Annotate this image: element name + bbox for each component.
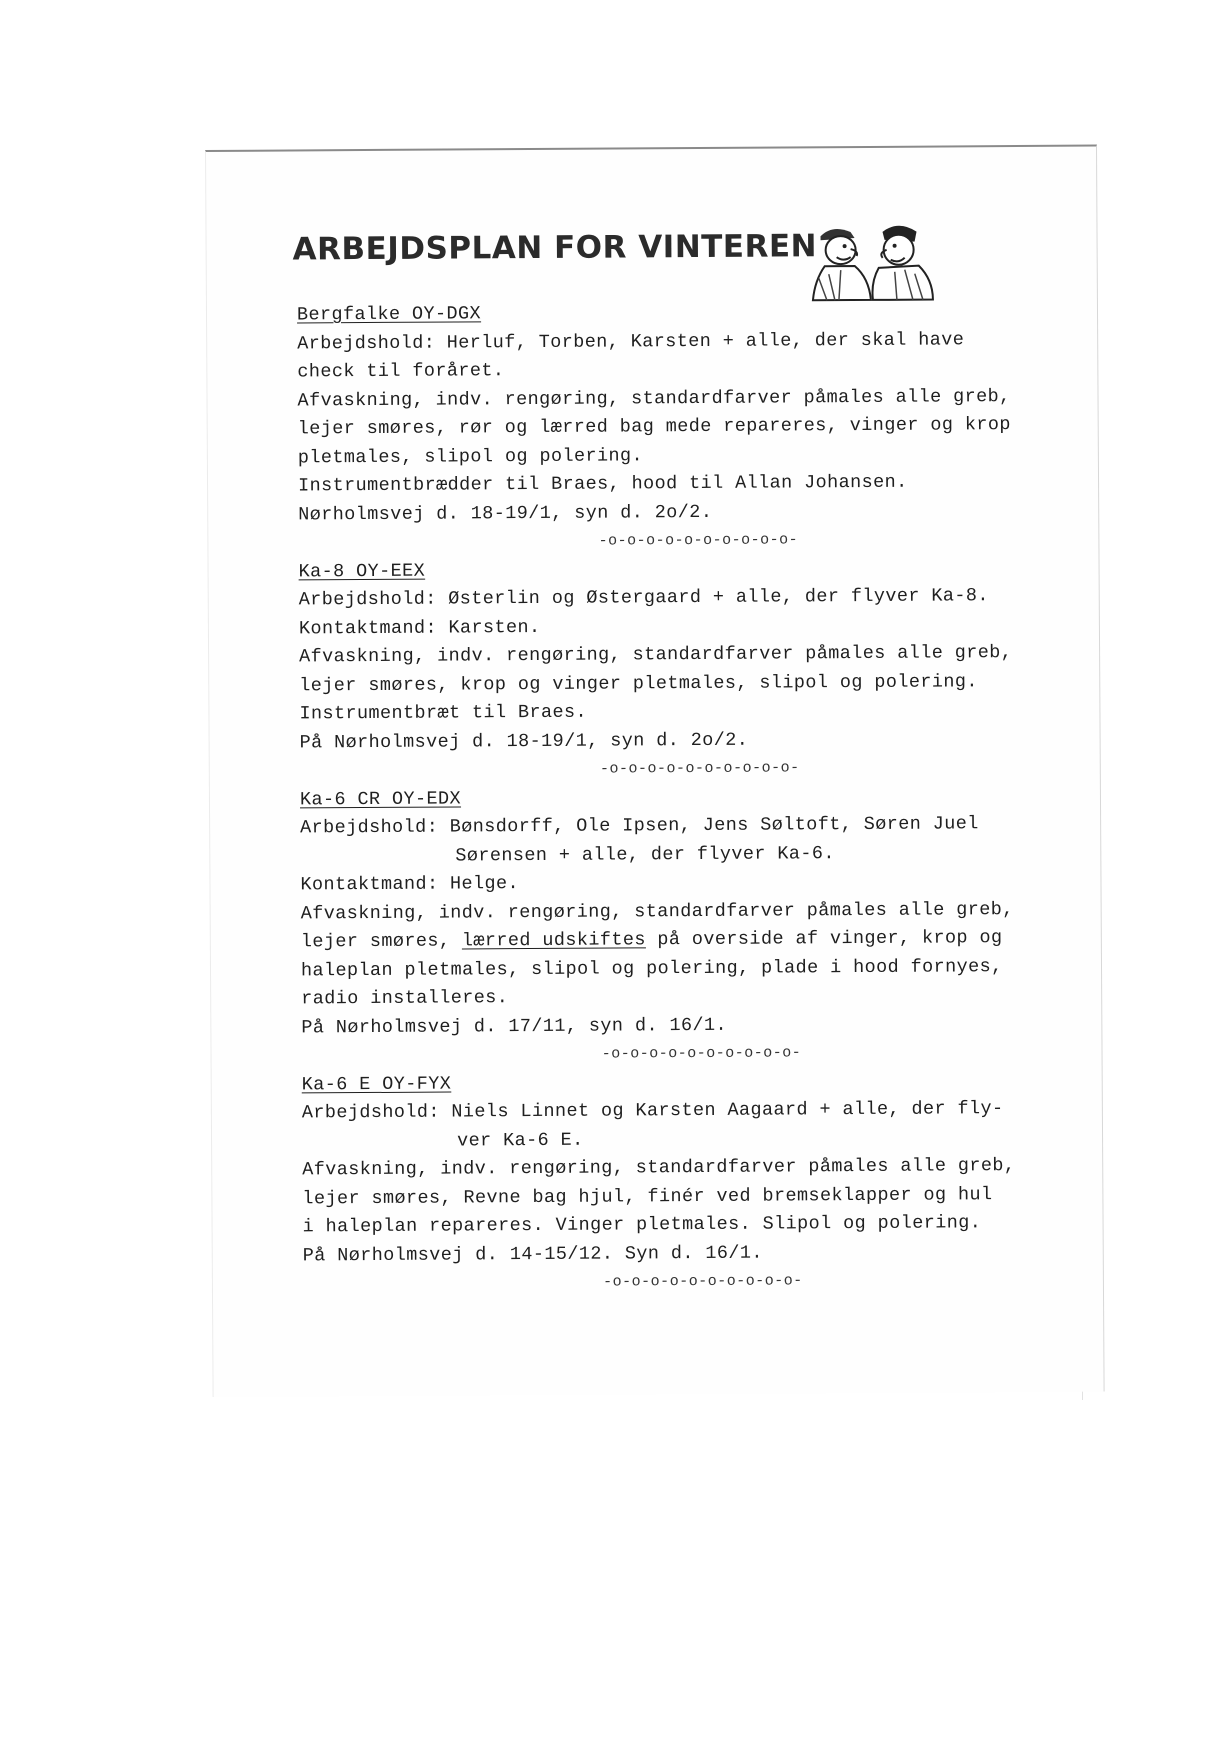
- section-title: Ka-6 CR OY-EDX: [299, 787, 462, 810]
- text-line: På Nørholmsvej d. 18-19/1, syn d. 2o/2.: [299, 729, 749, 753]
- text-line: radio installeres.: [301, 987, 509, 1010]
- page-heading: ARBEJDSPLAN FOR VINTEREN: [292, 228, 818, 268]
- two-men-talking-cartoon-icon: [806, 218, 937, 304]
- text-fragment: på overside af vinger, krop og: [645, 927, 1003, 951]
- section-ka8: [298, 553, 1059, 786]
- section-title: Bergfalke OY-DGX: [296, 303, 482, 326]
- document-page: [205, 145, 1105, 1397]
- text-line: Arbejdshold: Bønsdorff, Ole Ipsen, Jens Søltoft, Søren Juel: [300, 813, 979, 839]
- text-line: lejer smøres, rør og lærred bag mede repareres, vinger og krop: [297, 414, 1011, 440]
- section-ka6-e: [302, 1066, 1063, 1299]
- underlined-text: lærred udskiftes: [461, 929, 646, 952]
- text-line: Instrumentbræt til Braes.: [299, 701, 588, 725]
- section-title: Ka-6 E OY-FYX: [301, 1073, 452, 1095]
- text-line: ver Ka-6 E.: [456, 1129, 584, 1151]
- text-line: pletmales, slipol og polering.: [297, 444, 643, 468]
- text-line: Instrumentbrædder til Braes, hood til Allan Johansen.: [297, 471, 908, 497]
- text-line: På Nørholmsvej d. 17/11, syn d. 16/1.: [301, 1014, 727, 1038]
- section-title: Ka-8 OY-EEX: [298, 560, 426, 582]
- section-separator: -o-o-o-o-o-o-o-o-o-o-: [599, 759, 800, 778]
- text-line: [301, 924, 1061, 957]
- section-bergfalke: [297, 297, 1059, 558]
- section-separator: -o-o-o-o-o-o-o-o-o-o-: [601, 1044, 802, 1063]
- text-line: Kontaktmand: Helge.: [300, 873, 520, 896]
- text-line: Arbejdshold: Herluf, Torben, Karsten + alle, der skal have: [297, 328, 965, 354]
- text-line: Afvaskning, indv. rengøring, standardfarver påmales alle greb,: [297, 385, 1011, 411]
- text-line: Arbejdshold: Niels Linnet og Karsten Aagaard + alle, der fly-: [301, 1098, 1004, 1124]
- text-line: Kontaktmand: Karsten.: [298, 616, 541, 639]
- text-line: lejer smøres, Revne bag hjul, finér ved bremseklapper og hul: [302, 1183, 993, 1209]
- text-line: Nørholmsvej d. 18-19/1, syn d. 2o/2.: [298, 501, 713, 525]
- text-line: Afvaskning, indv. rengøring, standardfarver påmales alle greb,: [299, 642, 1013, 668]
- text-line: Sørensen + alle, der flyver Ka-6.: [455, 842, 835, 866]
- section-ka6-cr: [300, 781, 1062, 1071]
- text-line: i haleplan repareres. Vinger pletmales. Slipol og polering.: [302, 1212, 982, 1238]
- text-line: haleplan pletmales, slipol og polering, plade i hood fornyes,: [300, 955, 1003, 981]
- text-line: Arbejdshold: Østerlin og Østergaard + alle, der flyver Ka-8.: [298, 585, 989, 611]
- text-line: Afvaskning, indv. rengøring, standardfarver påmales alle greb,: [300, 898, 1014, 924]
- document-body: [297, 297, 1063, 1299]
- text-line: check til foråret.: [297, 360, 505, 383]
- text-line: Afvaskning, indv. rengøring, standardfarver påmales alle greb,: [302, 1155, 1016, 1181]
- text-fragment: lejer smøres,: [300, 930, 462, 953]
- section-separator: -o-o-o-o-o-o-o-o-o-o-: [598, 531, 799, 550]
- text-line: lejer smøres, krop og vinger pletmales, slipol og polering.: [299, 670, 978, 696]
- section-separator: -o-o-o-o-o-o-o-o-o-o-: [603, 1272, 803, 1291]
- text-line: På Nørholmsvej d. 14-15/12. Syn d. 16/1.: [302, 1242, 763, 1266]
